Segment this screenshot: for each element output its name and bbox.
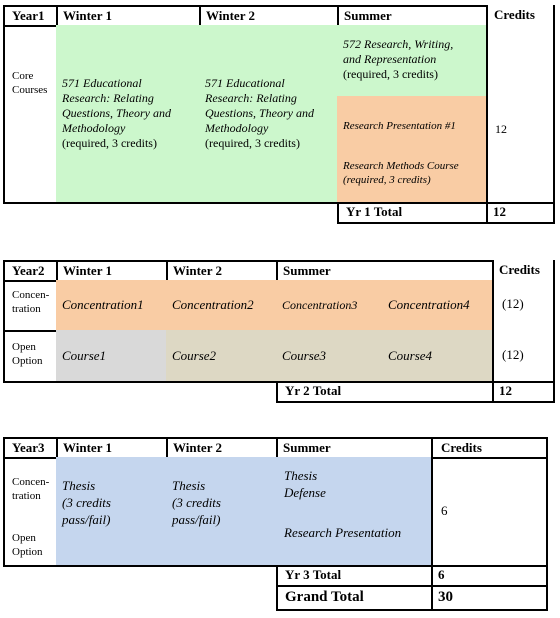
year2-header-winter1: Winter 1 xyxy=(56,260,168,282)
year3-credits-cell: 6 xyxy=(431,457,548,567)
year2-total-value: 12 xyxy=(492,381,555,403)
year1-credits-value: 12 xyxy=(495,122,507,136)
year1-summer-course-cell: 572 Research, Writing, and Representation (required, 3 credits) xyxy=(337,25,488,97)
year2-row2-credits: (12) xyxy=(502,347,524,362)
grand-total-value: 30 xyxy=(431,585,548,611)
year3-winter2-cell: Thesis (3 credits pass/fail) xyxy=(166,457,278,567)
year1-winter2-cell: 571 Educational Research: Relating Questions, Theory and Methodology (required, 3 credits) xyxy=(199,25,339,204)
year1-header-credits: Credits xyxy=(494,7,535,22)
year2-header-year: Year2 xyxy=(3,260,58,282)
year2-course3: Course3 xyxy=(276,330,384,383)
year3-header-summer: Summer xyxy=(276,437,433,459)
year2-course4: Course4 xyxy=(382,330,494,383)
year2-credits-cell xyxy=(492,260,555,383)
year3-winter1-cell: Thesis (3 credits pass/fail) xyxy=(56,457,168,567)
year1-total-value: 12 xyxy=(486,202,555,224)
year3-header-credits: Credits xyxy=(431,437,548,459)
year1-summer-presentation-cell: Research Presentation #1 xyxy=(337,96,488,158)
year2-concentration2: Concentration2 xyxy=(166,280,278,332)
year1-header-year: Year1 xyxy=(3,5,58,27)
year2-total-label: Yr 2 Total xyxy=(276,381,494,403)
year2-row1-label: Concen- tration xyxy=(3,280,58,332)
year1-header-winter2: Winter 2 xyxy=(199,5,339,27)
year2-course1: Course1 xyxy=(56,330,168,383)
year1-winter1-cell: 571 Educational Research: Relating Questions, Theory and Methodology (required, 3 credits) xyxy=(56,25,201,204)
year2-concentration4: Concentration4 xyxy=(382,280,494,332)
year3-total-label: Yr 3 Total xyxy=(276,565,433,587)
year2-header-winter2: Winter 2 xyxy=(166,260,278,282)
year3-summer-cell: Thesis Defense Research Presentation xyxy=(276,457,433,567)
year2-course2: Course2 xyxy=(166,330,278,383)
year1-summer-methods-cell: Research Methods Course (required, 3 credits) xyxy=(337,157,488,204)
year3-header-winter2: Winter 2 xyxy=(166,437,278,459)
year1-row-label: Core Courses xyxy=(3,25,58,204)
year3-header-year: Year3 xyxy=(3,437,58,459)
year3-row-label: Concen- tration Open Option xyxy=(3,457,58,567)
year3-header-winter1: Winter 1 xyxy=(56,437,168,459)
year1-header-winter1: Winter 1 xyxy=(56,5,201,27)
year3-total-value: 6 xyxy=(431,565,548,587)
year2-concentration3: Concentration3 xyxy=(276,280,384,332)
year1-total-label: Yr 1 Total xyxy=(337,202,488,224)
year2-row1-credits: (12) xyxy=(502,296,524,311)
year2-header-summer: Summer xyxy=(276,260,494,282)
year2-row2-label: Open Option xyxy=(3,330,58,383)
year1-header-summer: Summer xyxy=(337,5,488,27)
year1-credits-cell xyxy=(486,5,555,204)
year2-header-credits: Credits xyxy=(499,262,540,277)
grand-total-label: Grand Total xyxy=(276,585,433,611)
year2-concentration1: Concentration1 xyxy=(56,280,168,332)
